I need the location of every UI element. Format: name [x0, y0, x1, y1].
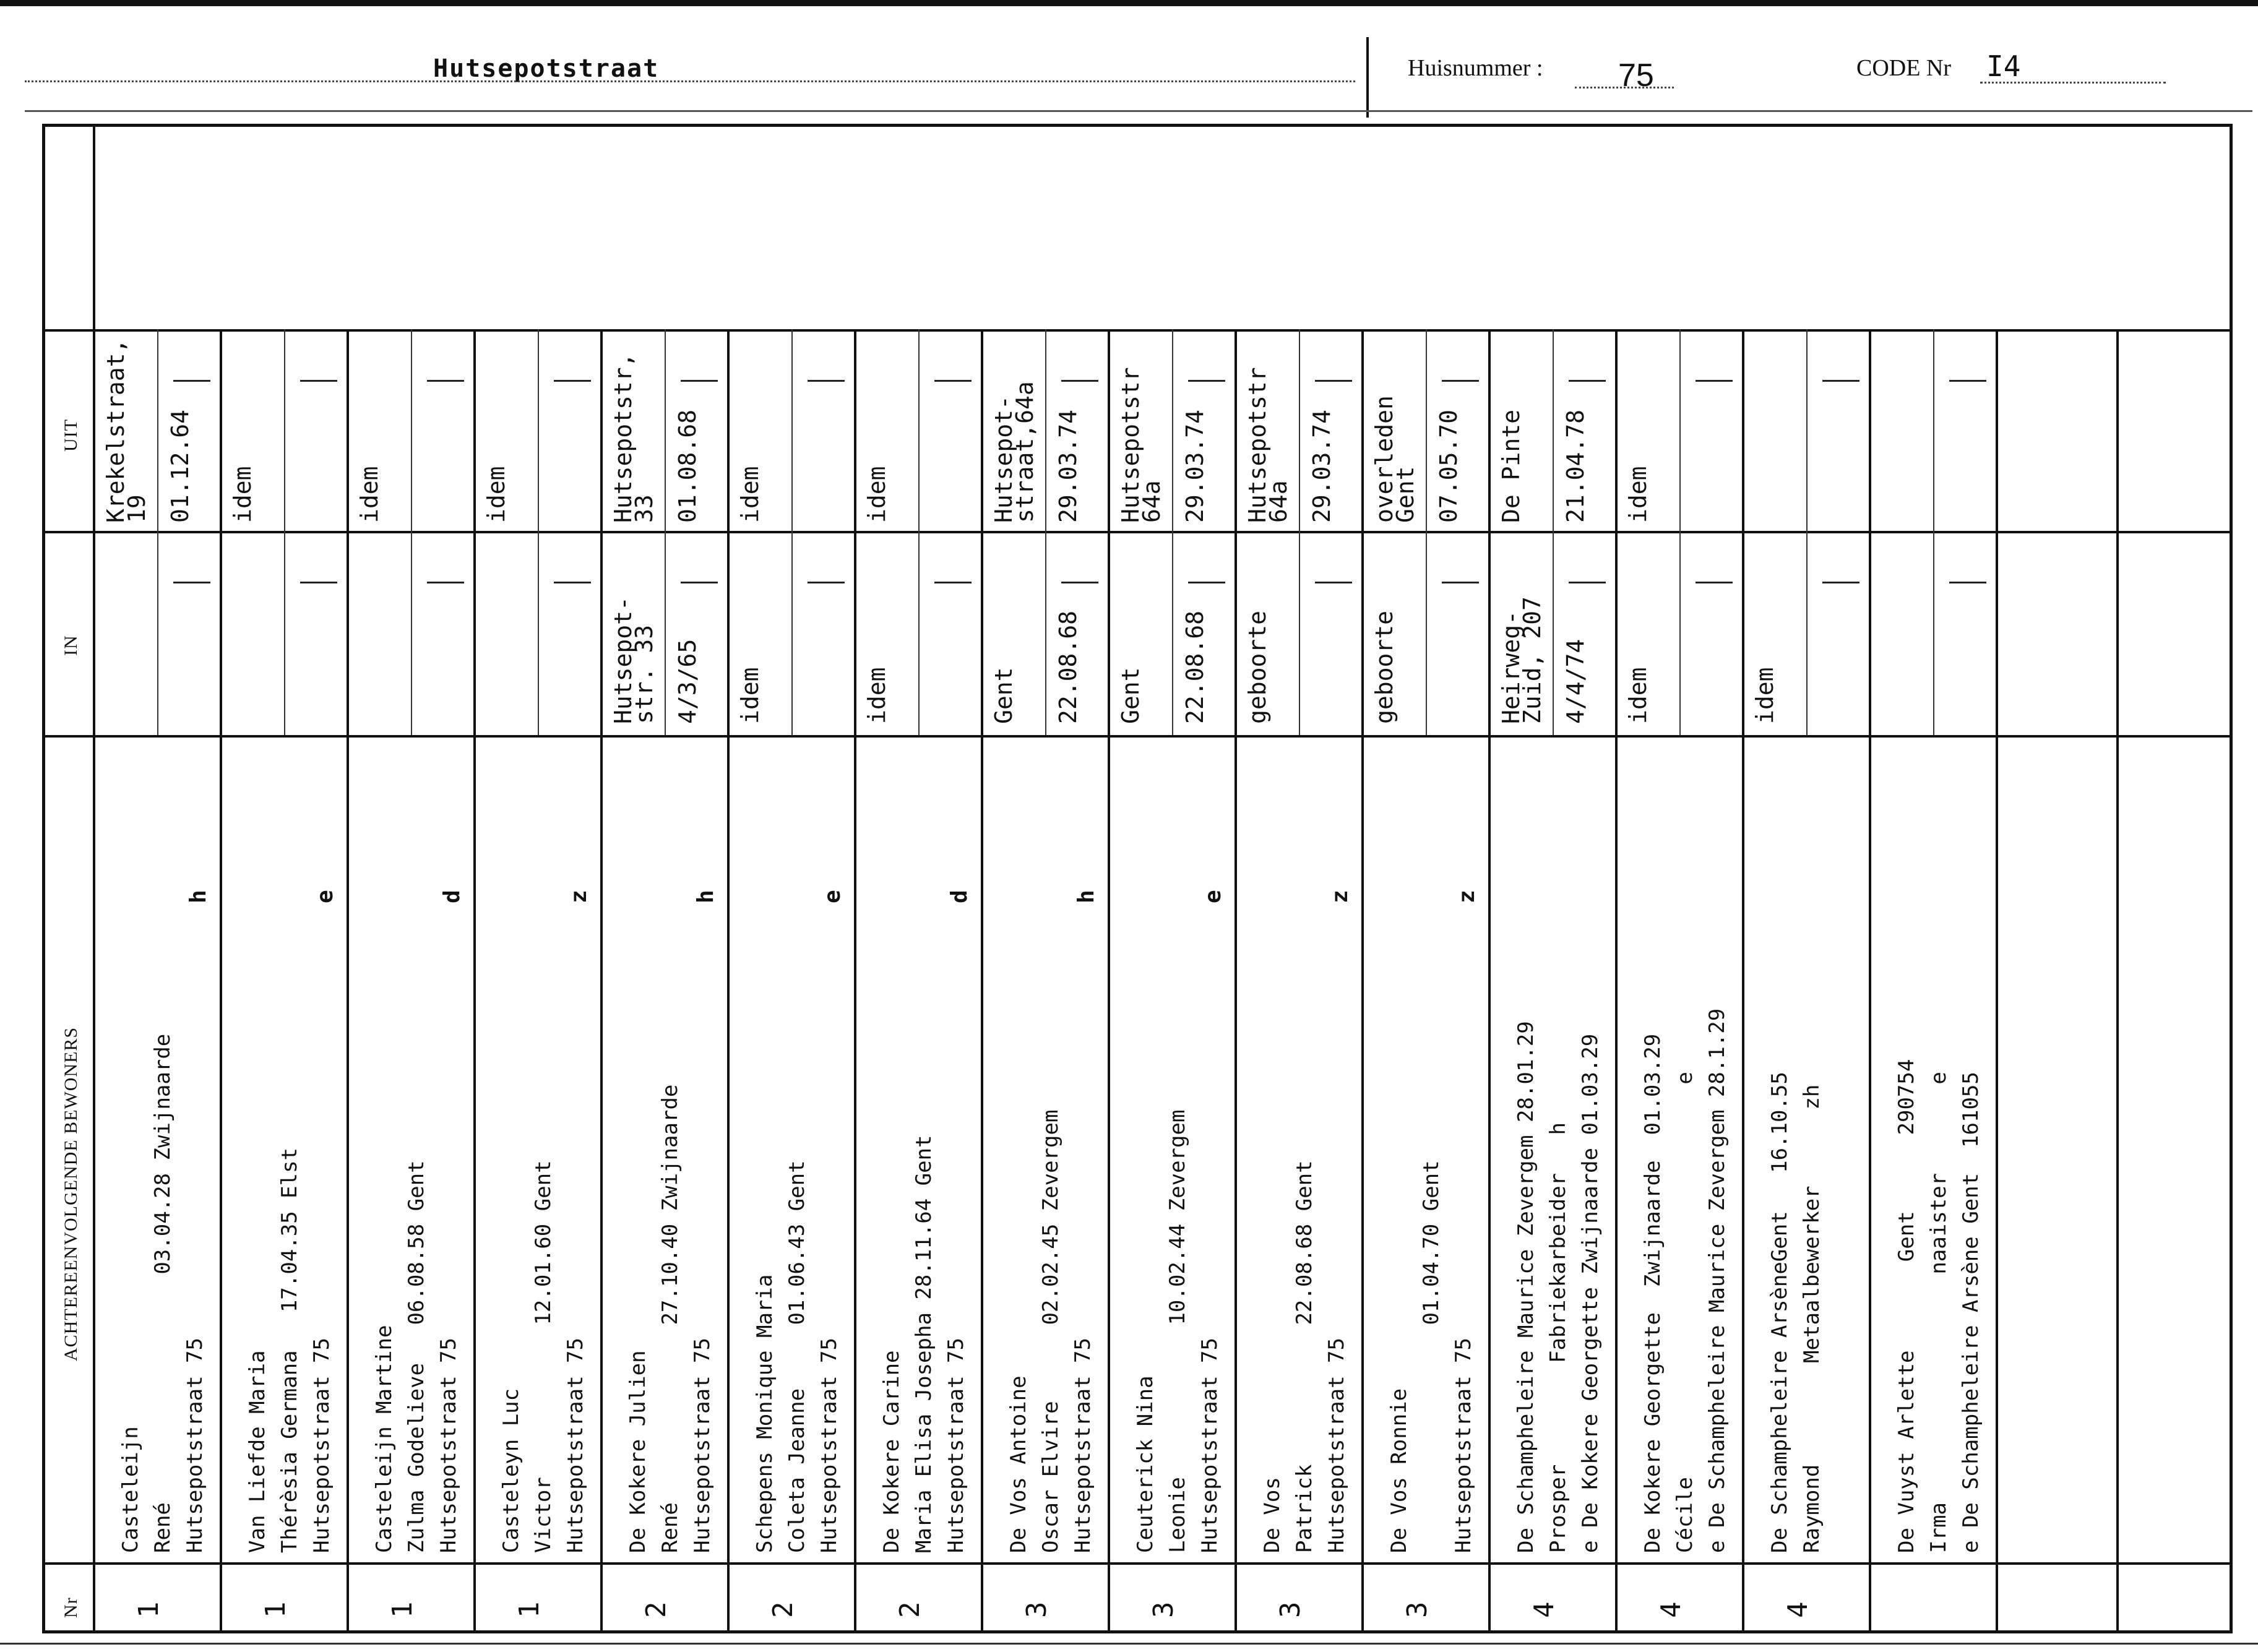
cell-subdivider: [1426, 329, 1427, 531]
empty-cell-dash: [1696, 380, 1733, 382]
uit-place: Hutsepot- straat,64a: [990, 381, 1038, 523]
cell-subdivider: [1045, 531, 1046, 735]
row-divider: [981, 329, 983, 1633]
sex-marker: z: [566, 890, 592, 903]
empty-cell-dash: [1442, 582, 1479, 583]
cell-subdivider: [1679, 329, 1681, 531]
resident-line: De Kokere Georgette Zwijnaarde 01.03.29: [1640, 1033, 1665, 1553]
cell-subdivider: [1553, 329, 1554, 531]
empty-cell-dash: [300, 582, 337, 583]
empty-cell-dash: [1822, 380, 1859, 382]
cell-subdivider: [157, 329, 158, 531]
resident-line: Hutsepotstraat 75: [436, 1338, 461, 1553]
row-nr: 2: [640, 1601, 672, 1618]
row-divider: [727, 329, 730, 1633]
resident-line: De Vuyst Arlette Gent 290754: [1894, 1059, 1919, 1553]
bottom-rule: [0, 1643, 2258, 1645]
empty-cell-dash: [1696, 582, 1733, 583]
resident-line: Casteleyn Luc: [499, 1388, 524, 1553]
cell-subdivider: [918, 531, 920, 735]
sex-marker: z: [1327, 890, 1353, 903]
resident-line: e De Schampheleire Arsène Gent 161055: [1959, 1072, 1983, 1553]
uit-place: De Pinte: [1497, 409, 1525, 523]
resident-line: Oscar Elvire 02.02.45 Zevergem: [1038, 1109, 1063, 1553]
col-header-in: IN: [61, 635, 81, 656]
resident-line: De Vos Antoine: [1006, 1375, 1031, 1553]
uit-date: 29.03.74: [1308, 409, 1335, 523]
empty-cell-dash: [808, 582, 845, 583]
uit-place: idem: [1624, 466, 1652, 523]
header-underline: [25, 110, 2252, 112]
uit-date: 01.08.68: [674, 409, 701, 523]
in-place: idem: [863, 667, 890, 724]
header-divider: [1366, 37, 1369, 118]
sex-marker: h: [693, 890, 718, 903]
row-nr: 3: [1148, 1601, 1179, 1618]
empty-cell-dash: [1315, 582, 1352, 583]
uit-date: 07.05.70: [1435, 409, 1462, 523]
cell-subdivider: [1933, 329, 1934, 531]
in-place: Heirweg- Zuid, 207: [1497, 596, 1546, 724]
sex-marker: h: [186, 890, 211, 903]
row-divider: [473, 329, 476, 1633]
resident-line: Hutsepotstraat 75: [1324, 1338, 1349, 1553]
cell-subdivider: [1299, 329, 1300, 531]
row-nr: 1: [133, 1601, 165, 1618]
row-divider: [347, 329, 349, 1633]
row-divider: [1615, 329, 1618, 1633]
in-date: 22.08.68: [1181, 610, 1209, 724]
sex-marker: d: [439, 890, 465, 903]
sex-marker: e: [1200, 890, 1226, 903]
empty-cell-dash: [808, 380, 845, 382]
cell-subdivider: [1806, 329, 1808, 531]
uit-place: idem: [229, 466, 256, 523]
in-place: idem: [1624, 667, 1652, 724]
resident-line: Ceuterick Nina: [1133, 1375, 1158, 1553]
resident-line: 01.04.70 Gent: [1419, 1160, 1444, 1553]
row-divider: [220, 329, 222, 1633]
sex-marker: d: [947, 890, 972, 903]
in-date: 4/3/65: [674, 639, 701, 724]
row-divider: [1488, 329, 1491, 1633]
row-divider: [1235, 329, 1237, 1633]
uit-place: idem: [736, 466, 764, 523]
row-divider: [2116, 329, 2119, 1633]
resident-line: De Schampheleire Maurice Zevergem 28.01.29: [1514, 1021, 1538, 1553]
empty-cell-dash: [1822, 582, 1859, 583]
resident-line: Raymond Metaalbewerker zh: [1799, 1084, 1824, 1553]
row-nr: 2: [767, 1601, 799, 1618]
resident-line: Zulma Godelieve 06.08.58 Gent: [404, 1160, 429, 1553]
cell-subdivider: [411, 531, 412, 735]
in-place: Hutsepot- str. 33: [610, 596, 658, 724]
row-divider: [1108, 329, 1110, 1633]
cell-subdivider: [1172, 329, 1173, 531]
col-header-nr: Nr: [61, 1597, 81, 1618]
row-nr: 3: [1402, 1601, 1433, 1618]
resident-line: De Schampheleire ArsèneGent 16.10.55: [1767, 1072, 1792, 1553]
resident-line: Prosper Fabriekarbeider h: [1546, 1122, 1571, 1553]
cell-subdivider: [1299, 531, 1300, 735]
uit-place: Hutsepotstr 64a: [1117, 367, 1165, 523]
uit-date: 21.04.78: [1562, 409, 1589, 523]
empty-cell-dash: [1949, 380, 1986, 382]
in-place: Gent: [990, 667, 1017, 724]
uit-place: Krekelstraat, 19: [102, 338, 150, 523]
resident-line: Hutsepotstraat 75: [563, 1338, 588, 1553]
resident-line: Hutsepotstraat 75: [1451, 1338, 1476, 1553]
row-nr: 4: [1528, 1601, 1560, 1618]
resident-line: Hutsepotstraat 75: [1071, 1338, 1095, 1553]
sex-marker: h: [1074, 890, 1099, 903]
uit-place: overleden Gent: [1371, 395, 1419, 523]
street-dotted-line: [25, 80, 1355, 82]
resident-line: Schepens Monique Maria: [752, 1274, 777, 1553]
cell-subdivider: [918, 329, 920, 531]
in-place: geboorte: [1371, 610, 1398, 724]
cell-subdivider: [284, 531, 285, 735]
row-divider: [600, 329, 603, 1633]
uit-place: idem: [483, 466, 510, 523]
sex-marker: e: [312, 890, 338, 903]
resident-line: Victor 12.01.60 Gent: [531, 1160, 556, 1553]
row-divider: [1996, 329, 1998, 1633]
resident-line: De Vos: [1260, 1477, 1285, 1553]
row-nr: 3: [1021, 1601, 1053, 1618]
uit-place: Hutsepotstr 64a: [1244, 367, 1292, 523]
empty-cell-dash: [554, 582, 591, 583]
cell-subdivider: [1172, 531, 1173, 735]
row-divider: [854, 329, 856, 1633]
uit-place: Hutsepotstr, 33: [610, 353, 658, 523]
row-divider: [1742, 329, 1744, 1633]
cell-subdivider: [1045, 329, 1046, 531]
street-header: Hutsepotstraat: [433, 54, 660, 83]
resident-line: Hutsepotstraat 75: [817, 1338, 842, 1553]
resident-line: Leonie 10.02.44 Zevergem: [1165, 1109, 1190, 1553]
empty-cell-dash: [427, 380, 464, 382]
cell-subdivider: [411, 329, 412, 531]
house-number-dots: [1575, 87, 1674, 88]
cell-subdivider: [538, 531, 539, 735]
resident-line: Van Liefde Maria: [245, 1350, 270, 1553]
row-nr: 3: [1275, 1601, 1306, 1618]
cell-subdivider: [1426, 531, 1427, 735]
empty-cell-dash: [934, 380, 972, 382]
resident-line: Hutsepotstraat 75: [944, 1338, 968, 1553]
resident-line: Casteleijn Martine: [372, 1325, 397, 1553]
resident-line: e De Kokere Georgette Zwijnaarde 01.03.29: [1578, 1033, 1603, 1553]
empty-cell-dash: [300, 380, 337, 382]
code-dots: [1980, 82, 2166, 84]
resident-line: Casteleijn: [118, 1426, 143, 1553]
band-rule-residents-nr: [42, 1562, 2233, 1565]
cell-subdivider: [538, 329, 539, 531]
cell-subdivider: [1553, 531, 1554, 735]
empty-cell-dash: [554, 380, 591, 382]
cell-subdivider: [284, 329, 285, 531]
band-rule-top: [42, 329, 2233, 332]
uit-date: 29.03.74: [1054, 409, 1082, 523]
sex-marker: e: [820, 890, 845, 903]
empty-cell-dash: [173, 582, 210, 583]
col-header-uit: UIT: [61, 419, 81, 452]
code-value: I4: [1986, 49, 2021, 83]
resident-line: René 27.10.40 Zwijnaarde: [658, 1084, 683, 1553]
resident-line: Coleta Jeanne 01.06.43 Gent: [785, 1160, 809, 1553]
row-nr: 1: [260, 1601, 291, 1618]
empty-cell-dash: [934, 582, 972, 583]
cell-subdivider: [1679, 531, 1681, 735]
resident-line: René 03.04.28 Zwijnaarde: [150, 1033, 175, 1553]
cell-subdivider: [665, 531, 666, 735]
resident-line: De Kokere Carine: [879, 1350, 904, 1553]
row-divider: [1361, 329, 1364, 1633]
resident-line: Hutsepotstraat 75: [183, 1338, 207, 1553]
uit-place: idem: [863, 466, 890, 523]
row-nr: 1: [387, 1601, 418, 1618]
row-nr: 4: [1655, 1601, 1687, 1618]
top-border: [0, 0, 2258, 6]
resident-line: Hutsepotstraat 75: [690, 1338, 715, 1553]
in-place: Gent: [1117, 667, 1144, 724]
resident-line: e De Schampheleire Maurice Zevergem 28.1.29: [1705, 1008, 1730, 1553]
in-place: idem: [736, 667, 764, 724]
code-label: CODE Nr: [1856, 55, 1952, 81]
house-number-label: Huisnummer :: [1408, 55, 1543, 81]
band-rule-in-residents: [42, 735, 2233, 738]
resident-line: Hutsepotstraat 75: [1197, 1338, 1222, 1553]
cell-subdivider: [791, 531, 793, 735]
cell-subdivider: [1933, 531, 1934, 735]
resident-line: Irma naaister e: [1926, 1072, 1951, 1553]
row-divider: [93, 124, 95, 1633]
in-date: 4/4/74: [1562, 639, 1589, 724]
resident-line: Thérèsia Germana 17.04.35 Elst: [277, 1147, 302, 1553]
resident-line: Hutsepotstraat 75: [309, 1338, 334, 1553]
empty-cell-dash: [427, 582, 464, 583]
in-date: 22.08.68: [1054, 610, 1082, 724]
uit-date: 01.12.64: [166, 409, 194, 523]
empty-cell-dash: [1949, 582, 1986, 583]
cell-subdivider: [1806, 531, 1808, 735]
resident-line: Patrick 22.08.68 Gent: [1292, 1160, 1317, 1553]
uit-date: 29.03.74: [1181, 409, 1209, 523]
cell-subdivider: [665, 329, 666, 531]
sex-marker: z: [1454, 890, 1480, 903]
row-divider: [1869, 329, 1871, 1633]
col-header-residents: ACHTEREENVOLGENDE BEWONERS: [61, 1026, 81, 1361]
row-nr: 4: [1782, 1601, 1814, 1618]
house-number-value: 75: [1618, 58, 1654, 93]
resident-line: Maria Elisa Josepha 28.11.64 Gent: [911, 1135, 936, 1553]
resident-line: De Kokere Julien: [626, 1350, 650, 1553]
cell-subdivider: [157, 531, 158, 735]
cell-subdivider: [791, 329, 793, 531]
in-place: idem: [1751, 667, 1778, 724]
band-rule-uit-in: [42, 531, 2233, 533]
row-nr: 2: [894, 1601, 926, 1618]
in-place: geboorte: [1244, 610, 1271, 724]
resident-line: Cécile e: [1673, 1072, 1697, 1553]
resident-line: De Vos Ronnie: [1387, 1388, 1411, 1553]
uit-place: idem: [356, 466, 383, 523]
row-nr: 1: [514, 1601, 545, 1618]
